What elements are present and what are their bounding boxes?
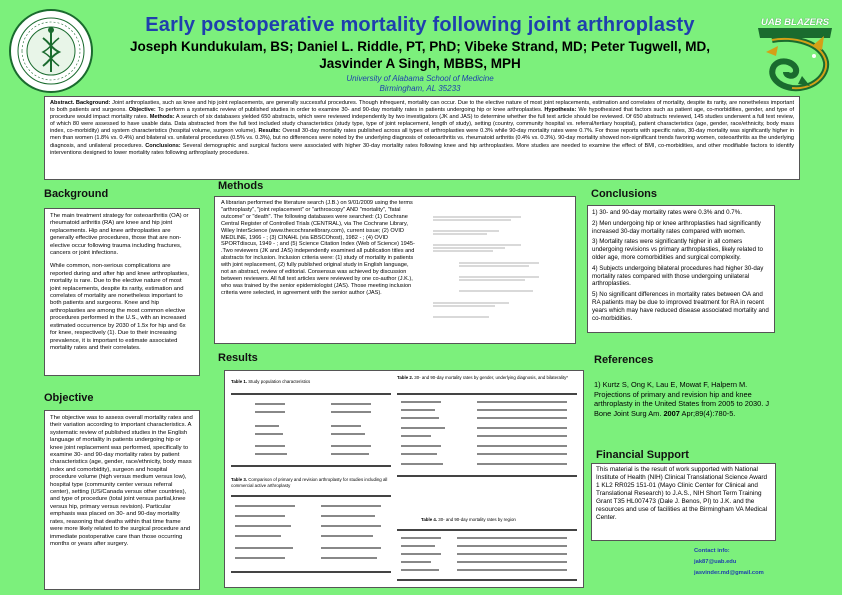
contact-info: [694, 546, 774, 579]
objective-box: [44, 410, 200, 590]
university-seal-logo: [8, 8, 94, 94]
methods-heading: Methods: [218, 180, 264, 192]
table-1: [231, 389, 391, 469]
poster-title: Early postoperative mortality following joint arthroplasty: [145, 14, 695, 36]
objective-heading: Objective: [44, 392, 94, 404]
author-list: [100, 38, 740, 72]
reference-1-year: 2007: [663, 408, 680, 418]
table-2: [397, 389, 577, 487]
background-box: [44, 208, 200, 376]
author-line-1: Joseph Kundukulam, BS; Daniel L. Riddle, PT, PhD; Vibeke Strand, MD; Peter Tugwell, MD,: [129, 39, 711, 54]
table-2-caption: [397, 375, 577, 381]
methods-box: [214, 196, 576, 344]
affiliation: [100, 74, 740, 94]
abstract-results: Overall 30-day mortality rates published across all types of arthroplasties were 0.3% while 90-day mortality rates were 0.7%. For those reports with specific rates, 30-day mortality was significantly higher in men than women (1.8% vs. 0.4%) and bilateral vs. unilateral procedures (0.5% vs. 0.3%), but no differences were noted by the underlying diagnosis of osteoarthritis vs. rheumatoid arthritis (0.4% vs. 0.3%). 90-day mortality showed non-significant trends favoring women, osteoarthritis as the underlying diagnosis, and unilateral procedures.: [50, 128, 795, 149]
background-heading: Background: [44, 188, 109, 200]
reference-1-text: 1) Kurtz S, Ong K, Lau E, Mowat F, Halpern M. Projections of primary and revision hip and knee arthroplasty in the United States from 2005 to 2030. J Bone Joint Surg Am.: [594, 380, 770, 418]
table-1-caption-text: Study population characteristics: [247, 379, 311, 384]
affiliation-line-2: Birmingham, AL 35233: [379, 84, 461, 93]
uab-blazers-wordmark: UAB BLAZERS: [760, 17, 830, 28]
abstract-background: Joint arthroplasties, such as knee and hip joint replacements, are generally successful procedures. Though infrequent, mortality can occur. Due to the elective nature of most joint replacements, estimation and correlates of mortality, despite its rarity, are nonetheless important to both patients and surgeons.: [50, 100, 794, 114]
abstract-hypothesis: We hypothesized that factors such as patient age, co-morbidities, gender, and type of procedure would impact mortality rates.: [50, 107, 795, 121]
affiliation-line-1: University of Alabama School of Medicine: [346, 74, 494, 83]
abstract-conclusions-label: Conclusions:: [143, 142, 181, 149]
table-4-label: Table 4.: [421, 517, 438, 522]
uab-blazers-logo: [752, 6, 838, 96]
abstract-methods-label: Methods:: [148, 114, 175, 121]
author-line-2: Jasvinder A Singh, MBBS, MPH: [319, 56, 521, 71]
abstract-box: [44, 96, 800, 180]
financial-support-heading: Financial Support: [596, 449, 689, 461]
conclusion-item-3: 3) Mortality rates were significantly higher in all comers undergoing revisions vs primary arthroplasties, likely related to older age, more comorbidities and surgical complexity.: [592, 238, 763, 261]
table-4: [397, 527, 577, 583]
abstract-hypothesis-label: Hypothesis:: [542, 107, 577, 114]
reference-1-text-end: Apr;89(4):780-5.: [679, 408, 736, 418]
conclusion-item-2: 2) Men undergoing hip or knee arthroplasties had significantly increased 30-day mortality rates compared with women.: [592, 219, 761, 235]
references-heading: References: [594, 354, 654, 366]
abstract-methods: A search of six databases yielded 650 abstracts, which were reviewed independently by two investigators (JK and JAS) to determine whether the full text article should be reviewed. Of 650 abstracts reviewed, 145 studies underwent a full text review, of which 80 were assessed to have usable data. Data abstracted from the full text included study characteristics (study type, type of joint replacement, length of study), setting (country, community hospital vs. referral/tertiary hospital), patient characteristics (age, gender, race/ethnicity, body mass index, co-morbidity) and system characteristics (hospital volume, surgeon volume).: [50, 114, 794, 135]
financial-support-box: [591, 463, 776, 541]
objective-text: The objective was to assess overall mortality rates and their variation according to important characteristics. A systematic review of published studies in the English language of mortality in patients undergoing hip or knee joint replacement was performed, specifically to examine 30- and 90-day mortality rates by patient characteristics (age, gender, race/ethnicity, body mass index and comorbidity), surgeon and hospital procedure volume (high versus medium versus low), hospital type (community center versus referral center), setting (US/Canada versus other countries), and type of procedure (total joint versus partial,knee versus hip, primary versus revision). Particular emphasis was placed on 30- and 90-day mortality rates, reasoning that deaths within that time frame were more likely related to the surgical procedure and immediate postoperative care than those occurring months or years after surgery.: [50, 415, 193, 547]
results-panel: [224, 370, 584, 588]
conclusions-box: [587, 205, 775, 333]
table-1-label: Table 1.: [231, 379, 248, 384]
contact-email-1[interactable]: jak87@uab.edu: [694, 559, 737, 565]
conclusion-item-4: 4) Subjects undergoing bilateral procedures had higher 30-day mortality rates compared with those undergoing unilateral arthroplasties.: [592, 264, 764, 288]
table-3-caption: [231, 477, 391, 488]
table-3-caption-text: Comparison of primary and revision arthroplasty for studies including all commercial active arthroplasty: [231, 477, 388, 488]
table-4-caption-text: 30- and 90-day mortality rates by region: [437, 517, 516, 522]
references-text: [594, 380, 776, 418]
table-4-caption: [421, 517, 581, 523]
conclusions-heading: Conclusions: [591, 188, 658, 200]
financial-support-text: This material is the result of work supported with National Institute of Health (NIH) Clinical Translational Science Award 1 KL2 RR025 151-01 (Mayo Clinic Center for Clinical and Translational Research) to J.A.S., NIH Short Term Training Grant T35 HL007473 (Dale J. Benos, PI) to J.K. and the resources and use of facilities at the Birmingham VA Medical Center.: [596, 466, 768, 521]
table-2-label: Table 2.: [397, 375, 414, 380]
background-paragraph-2: While common, non-serious complications are reported during and after hip and knee arthroplasties, mortality is rare. Due to the elective nature of most joint replacements, despite its rarity, estimation and correlates of mortality are nonetheless important to both patients and surgeons. Knee and hip arthroplasties are among the most common elective procedures performed in the U.S., with an increased estimated occurrence by 2030 of 1.5x for hip and 6x for knee, respectively (1). Due to their increasing prevalence, it is important to estimate associated mortality rates and their correlates.: [50, 263, 189, 351]
abstract-objective: To perform a systematic review of published studies in order to examine 30- and 90-day mortality rates in patients undergoing hip or knee arthroplasties.: [155, 107, 543, 114]
contact-label: Contact info:: [694, 548, 730, 554]
contact-email-2[interactable]: jasvinder.md@gmail.com: [694, 570, 764, 576]
abstract-objective-label: Objective:: [126, 107, 156, 114]
abstract-results-label: Results:: [256, 128, 281, 135]
conclusion-item-1: 1) 30- and 90-day mortality rates were 0.3% and 0.7%.: [592, 209, 742, 216]
conclusion-item-5: 5) No significant differences in mortality rates between OA and RA patients may be due to improved treatment for RA in recent years which may have reduced disease associated mortality and co-morbidities.: [592, 291, 769, 322]
abstract-lead: Abstract. Background:: [50, 100, 111, 106]
background-paragraph-1: The main treatment strategy for osteoarthritis (OA) or rheumatoid arthritis (RA) are knee and hip joint replacements. Hip and knee arthroplasties are generally effective procedures, those that are non-elective occur following trauma including fractures, cancers or joint infections.: [50, 213, 189, 257]
methods-text: A librarian performed the literature search (J.B.) on 9/01/2009 using the terms "arthroplasty", "joint replacement" or "arthroscopy" AND "mortality", "fatal outcome" or "death". The following databases were searched: (1) Cochrane Central Register of Controlled Trials (CENTRAL), via The Cochrane Library, Wiley InterScience (www.thecochranelibrary.com), current issue; (2) OVID MEDLINE, 1966 - ; (3) CINAHL (via EBSCOhost), 1982 - ; (4) OVID SPORTdiscus, 1949 - ; and (5) Science Citation Index (Web of Science) 1945- .Two reviewers (JK and JAS) independently examined all publication titles and abstracts for inclusion. Inclusion criteria were: (1) study of mortality in patients with joint replacement, (2) fully published original study in English language, not an abstract, review of editorial. Consensus was achieved by discussion between reviewers. All full text articles were reviewed by one co-author (J.K.), who was trained by the senior epidemiologist (JAS). Those meeting inclusion criteria were selected, in agreement with the senior author (JAS).: [221, 200, 415, 296]
abstract-conclusions: Several demographic and surgical factors were associated with higher 30-day mortality rates following knee and hip arthroplasties. More studies are needed to examine the effect of BMI, co-morbidities, and other modifiable factors to identify interventions designed to lower mortality rates following arthroplasty procedures.: [50, 142, 795, 156]
table-3-label: Table 3.: [231, 477, 248, 482]
table-2-caption-text: 30- and 90-day mortality rates by gender, underlying diagnosis, and bilaterality*: [413, 375, 569, 380]
table-3: [231, 491, 391, 581]
results-heading: Results: [218, 352, 258, 364]
table-1-caption: [231, 379, 391, 385]
flow-diagram: [429, 207, 565, 327]
